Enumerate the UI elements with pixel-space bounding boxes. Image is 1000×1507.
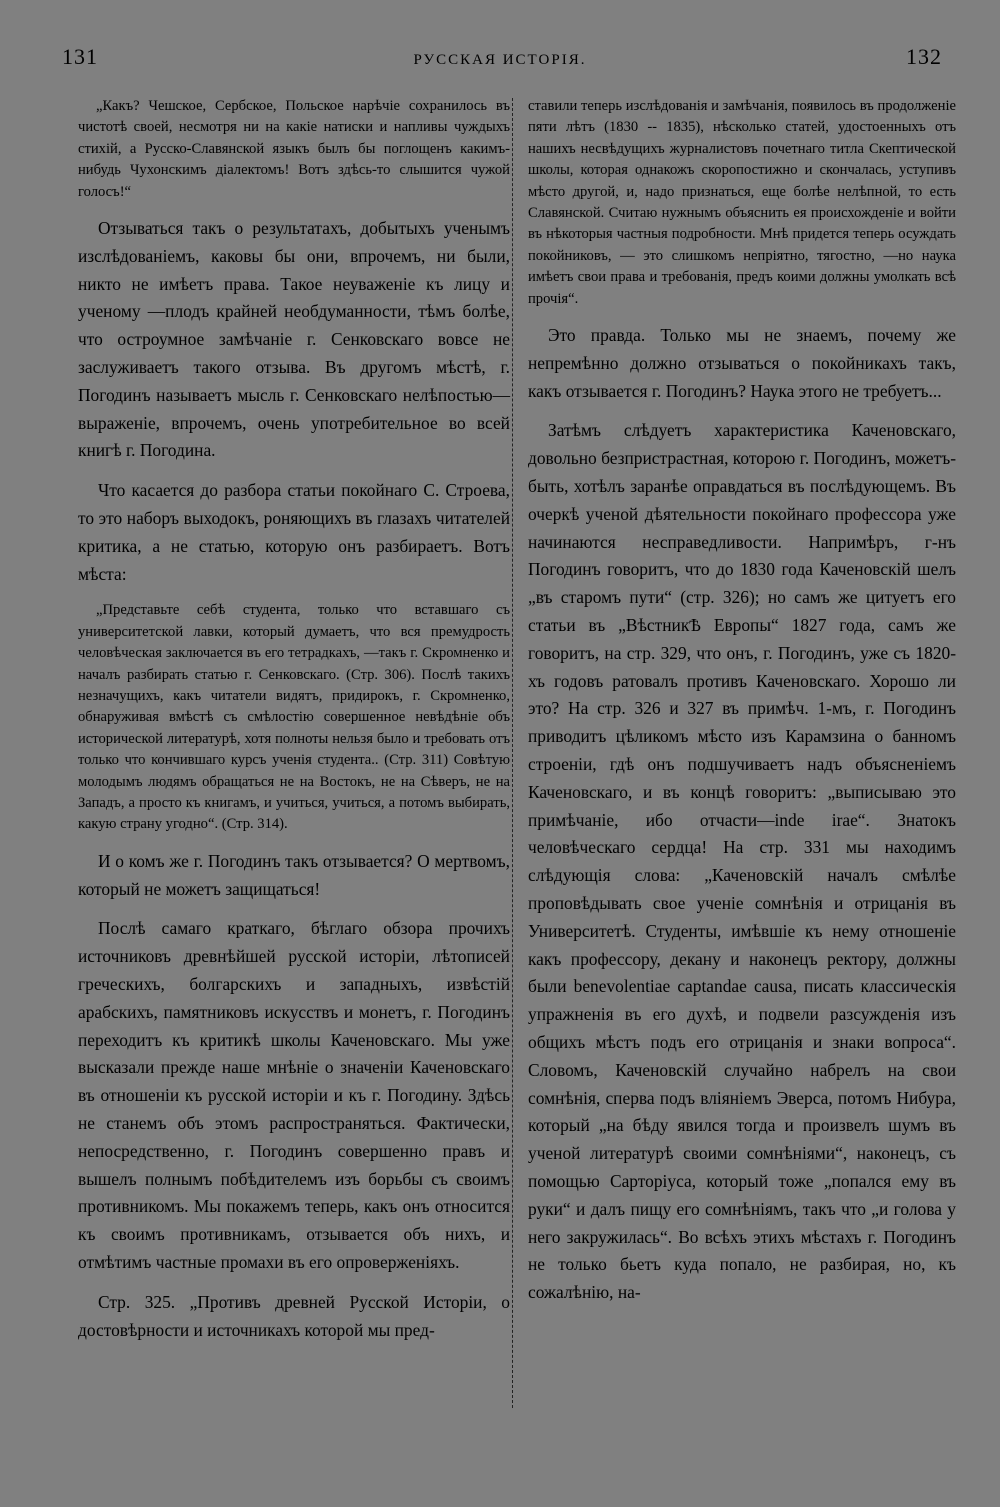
quote-paragraph: „Какъ? Чешское, Сербское, Польское нарѣчіе сохранилось въ чистотѣ своей, несмотря ни на какіе натиски и напливы чуждыхъ стихій, а Русско-Славянской языкъ былъ бы поглощенъ какимъ-нибудь Чухонскимъ діалектомъ! Вотъ здѣсь-то слышится чужой голосъ!“ [78,98,510,200]
body-paragraph: Что касается до разбора статьи покойнаго С. Строева, то это наборъ выходокъ, роняющихъ въ глазахъ читателей критика, а не статью, которую онъ разбираетъ. Вотъ мѣста: [78,480,510,584]
right-column [528,96,956,1319]
quote-paragraph: ставили теперь изслѣдованія и замѣчанія, появилось въ продолженіе пяти лѣтъ (1830 -- 1835), нѣсколько статей, удостоенныхъ отъ нашихъ несвѣдущихъ журналистовъ почетнаго титла Скептической школы, которая однакожъ скоропостижно и скончалась, уступивъ мѣсто другой, и, надо признаться, еще болѣе нелѣпной, то есть Славянской. Считаю нужнымъ объяснить ея происхожденіе и войти въ нѣкоторыя частныя подробности. Мнѣ придется теперь осуждать покойниковъ, — это слишкомъ непріятно, тягостно, —но наука имѣетъ свои права и требованія, предъ коими должны умолкать всѣ прочія“. [528,98,956,307]
quote-paragraph: „Представьте себѣ студента, только что вставшаго съ университетской лавки, который думаетъ, что вся премудрость человѣческая заключается въ его тетрадкахъ, —такъ г. Скромненко и началъ разбирать статью г. Сенковскаго. (Стр. 306). Послѣ такихъ незначущихъ, какъ читатели видятъ, придирокъ, г. Скромненко, обнаруживая вмѣстѣ съ смѣлостію совершенное невѣдѣніе объ исторической литературѣ, хотя полноты нельзя было и требовать отъ только что кончившаго курсъ ученія студента.. (Стр. 311) Совѣтую молодымъ людямъ обращаться не на Востокъ, не на Сѣверъ, не на Западъ, а просто къ книгамъ, и учиться, учиться, а потомъ выбирать, какую страну угодно“. (Стр. 314). [78,602,510,833]
page-number-right: 132 [906,44,942,69]
body-paragraph: И о комъ же г. Погодинъ такъ отзывается? О мертвомъ, который не можетъ защищаться! [78,850,510,899]
page-number-left: 131 [62,44,98,69]
body-paragraph: Затѣмъ слѣдуетъ характеристика Каченовскаго, довольно безпристрастная, которою г. Погодинъ, можетъ-быть, хотѣлъ заранѣе оправдаться въ послѣдующемъ. Въ очеркѣ ученой дѣятельности покойнаго профессора уже начинаются несправедливости. Напримѣръ, г-нъ Погодинъ говоритъ, что до 1830 года Каченовскій шелъ „въ старомъ пути“ (стр. 326); но самъ же цитуетъ его статьи въ „ВѣстникѢ Европы“ 1827 года, самъ же говоритъ, на стр. 329, что онъ, г. Погодинъ, уже съ 1820-хъ годовъ ратовалъ противъ Каченовскаго. Хорошо ли это? На стр. 326 и 327 въ примѣч. 1-мъ, г. Погодинъ приводитъ цѣликомъ мѣсто изъ Карамзина о банномъ строеніи, гдѣ онъ подшучиваетъ надъ объясненіемъ Каченовскаго, и въ концѣ говоритъ: „выписываю это примѣчаніе, ибо отчасти—inde irae“. Знатокъ человѣческаго сердца! На стр. 331 мы находимъ слѣдующія слова: „Каченовскій началъ смѣлѣе проповѣдывать свое ученіе сомнѣнія и отрицанія въ Университетѣ. Студенты, имѣвшіе къ нему отношеніе какъ профессору, декану и наконецъ ректору, должны были benevolentiae captandae causa, писать классическія упражненія въ его духѣ, и подвели разсужденія изъ общихъ мѣстъ подъ его отрицанія и знаки вопроса“. Словомъ, Каченовскій случайно набрелъ на свои сомнѣнія, сперва подъ вліяніемъ Эверса, потомъ Нибура, который „на бѣду явился тогда и произвелъ шумъ въ ученой литературѣ своими сомнѣніями“, наконецъ, съ помощью Сарторіуса, который тоже „попался ему въ руки“ и далъ пищу его сомнѣніямъ, такъ что „и голова у него закружилась“. Во всѣхъ этихъ мѣстахъ г. Погодинъ не только бьетъ куда попало, не разбирая, но, къ сожалѣнію, на- [528,420,956,1303]
running-title: РУССКАЯ ИСТОРІЯ. [413,52,587,68]
column-divider [512,98,513,1408]
body-paragraph: Это правда. Только мы не знаемъ, почему же непремѣнно должно отзываться о покойникахъ такъ, какъ отзывается г. Погодинъ? Наука этого не требуетъ... [528,325,956,401]
body-paragraph: Отзываться такъ о результатахъ, добытыхъ ученымъ изслѣдованіемъ, каковы бы они, впрочемъ, ни были, никто не имѣетъ права. Такое неуваженіе къ лицу и ученому —плодъ крайней необдуманности, тѣмъ болѣе, что остроумное замѣчаніе г. Сенковскаго вовсе не заслуживаетъ такого отзыва. Въ другомъ мѣстѣ, г. Погодинъ называетъ мысль г. Сенковскаго нелѣпостью—выраженіе, впрочемъ, очень употребительное во всей книгѣ г. Погодина. [78,218,510,461]
left-column [78,96,510,1356]
body-paragraph: Послѣ самаго краткаго, бѣглаго обзора прочихъ источниковъ древнѣйшей русской исторіи, лѣтописей греческихъ, болгарскихъ и западныхъ, извѣстій арабскихъ, памятниковъ искусствъ и монетъ, г. Погодинъ переходитъ къ критикѣ школы Каченовскаго. Мы уже высказали прежде наше мнѣніе о значеніи Каченовскаго въ отношеніи къ русской исторіи и къ г. Погодину. Здѣсь не станемъ объ этомъ распространяться. Фактически, непосредственно, г. Погодинъ совершенно правъ и вышелъ полнымъ побѣдителемъ изъ борьбы съ своимъ противникомъ. Мы покажемъ теперь, какъ онъ относится къ своимъ противникамъ, отзывается объ нихъ, и отмѣтимъ частные промахи въ его опроверженіяхъ. [78,918,510,1273]
body-paragraph: Стр. 325. „Противъ древней Русской Исторіи, о достовѣрности и источникахъ которой мы пред- [78,1291,510,1340]
